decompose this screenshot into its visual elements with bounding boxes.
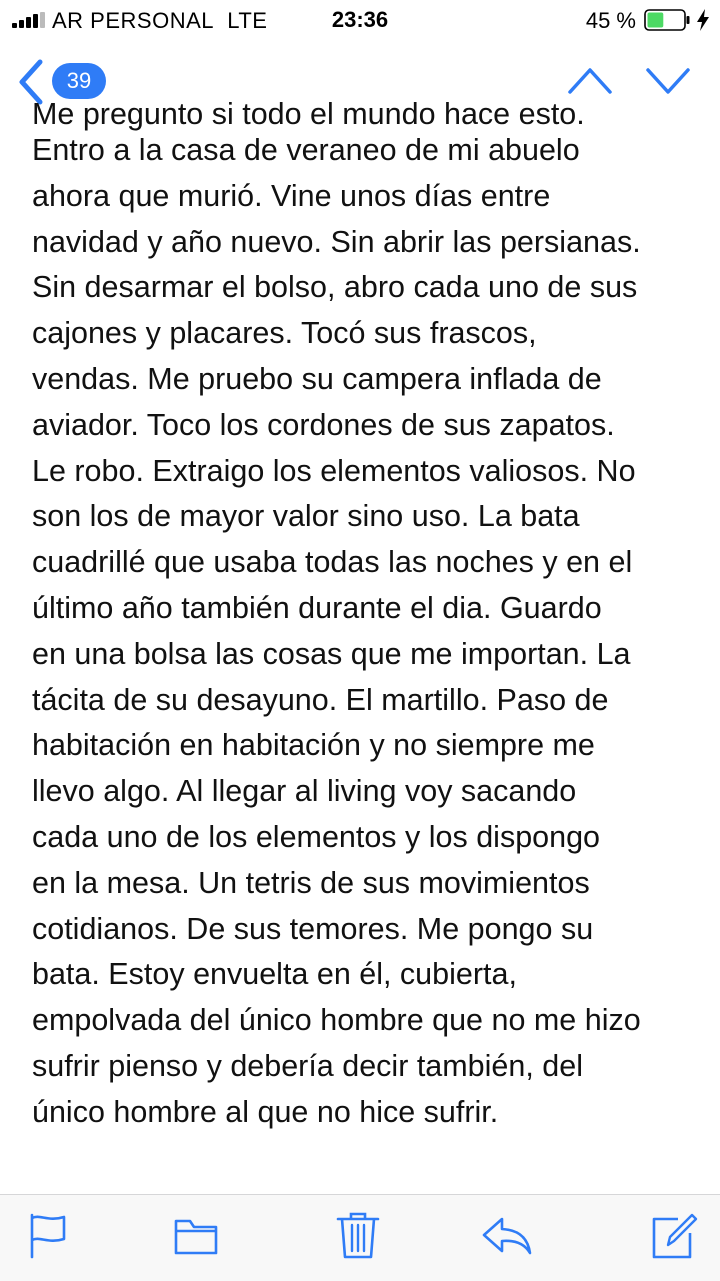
folder-icon — [172, 1211, 220, 1259]
status-time: 23:36 — [331, 7, 389, 32]
status-bar — [0, 0, 720, 40]
message-line: aviador. Toco los cordones de sus zapatos. — [32, 407, 615, 442]
message-line: empolvada del único hombre que no me hizo — [32, 1003, 641, 1038]
message-line: cotidianos. De sus temores. Me pongo su — [32, 911, 594, 946]
message-line: único hombre al que no hice sufrir. — [32, 1094, 499, 1129]
message-content[interactable] — [0, 97, 720, 1194]
message-count-badge: 39 — [52, 63, 106, 99]
message-line: Entro a la casa de veraneo de mi abuelo — [32, 133, 580, 167]
message-line: son los de mayor valor sino uso. La bata — [32, 499, 580, 534]
message-lines — [32, 128, 696, 1136]
message-line: vendas. Me pruebo su campera inflada de — [32, 361, 602, 396]
flag-button[interactable] — [24, 1211, 72, 1259]
message-line: Sin desarmar el bolso, abro cada uno de sus — [32, 270, 638, 305]
reply-button[interactable] — [480, 1211, 534, 1259]
message-line: último año también durante el dia. Guardo — [32, 590, 602, 625]
reply-icon — [480, 1211, 534, 1259]
battery-percent: 45 % — [585, 8, 636, 33]
compose-button[interactable] — [650, 1211, 698, 1259]
network-type: LTE — [227, 8, 268, 33]
compose-icon — [650, 1211, 698, 1259]
message-line: ahora que murió. Vine unos días entre — [32, 178, 551, 213]
message-line: habitación en habitación y no siempre me — [32, 728, 595, 763]
message-line: llevo algo. Al llegar al living voy sacando — [32, 774, 577, 809]
message-line: cajones y placares. Tocó sus frascos, — [32, 316, 537, 351]
delete-button[interactable] — [334, 1211, 382, 1259]
message-line: en la mesa. Un tetris de sus movimientos — [32, 865, 590, 900]
message-line: sufrir pienso y debería decir también, del — [32, 1048, 583, 1083]
battery-icon — [644, 9, 690, 31]
message-line-cut-off: Me pregunto si todo el mundo hace esto. — [32, 97, 585, 131]
carrier-label: AR PERSONAL LTE — [52, 8, 268, 33]
message-line: cada uno de los elementos y los dispongo — [32, 819, 601, 854]
message-line: en una bolsa las cosas que me importan. La — [32, 636, 631, 671]
charging-icon — [696, 9, 710, 31]
message-line: tácita de su desayuno. El martillo. Paso de — [32, 682, 609, 717]
move-to-folder-button[interactable] — [172, 1211, 220, 1259]
message-body — [32, 97, 696, 1136]
trash-icon — [334, 1211, 382, 1259]
flag-icon — [24, 1211, 72, 1259]
message-line: bata. Estoy envuelta en él, cubierta, — [32, 957, 517, 992]
message-line: navidad y año nuevo. Sin abrir las persianas. — [32, 224, 641, 259]
message-line: cuadrillé que usaba todas las noches y en el — [32, 545, 633, 580]
message-line: Le robo. Extraigo los elementos valiosos. No — [32, 453, 636, 488]
battery-fill — [648, 13, 664, 28]
bottom-toolbar — [0, 1194, 720, 1281]
